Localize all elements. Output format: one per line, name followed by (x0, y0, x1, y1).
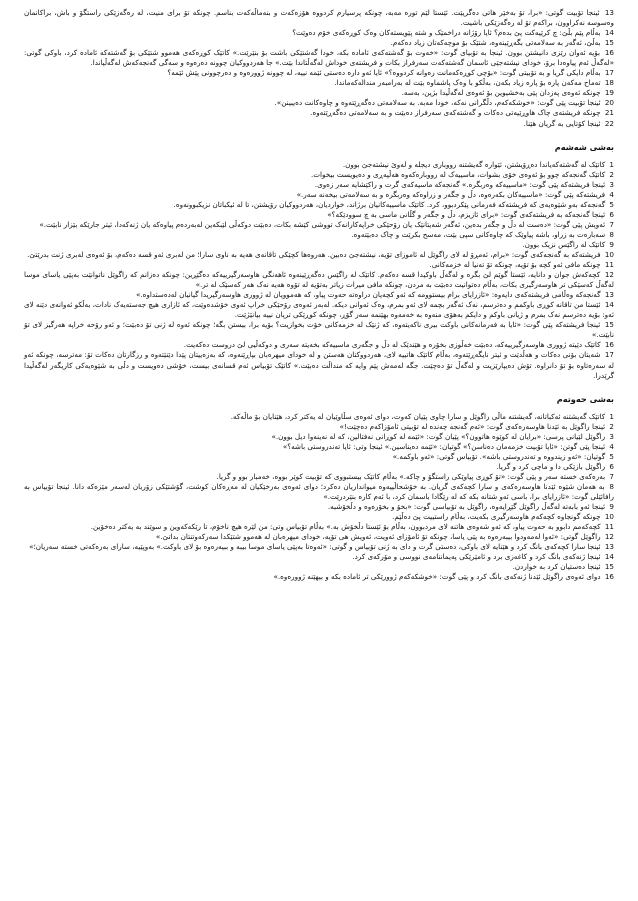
verse-paragraph (24, 472, 614, 482)
verse-text: کاتێک گەنجەکە چوو بۆ ئەوەی خۆی بشوات، ماسییەک لە رووبارەکەوە هەڵپەڕی و دەیویست بیخوات. (310, 169, 606, 179)
verse-paragraph (24, 452, 614, 462)
verse-paragraph (24, 108, 614, 118)
document-page (24, 0, 614, 888)
verse-paragraph (24, 532, 614, 542)
verse-paragraph (24, 300, 614, 320)
verse-text: کاتێک لە گەشتەکەیاندا دەڕۆیشتن، ئێوارە گەیشتنە رووباری دیجلە و لەوێ نیشتەجێ بوون. (342, 159, 606, 169)
verse-paragraph (24, 240, 614, 250)
verse-paragraph (24, 98, 614, 108)
verse-number: 8 (609, 229, 614, 239)
verse-number: 10 (604, 512, 614, 522)
section-continued (24, 8, 614, 129)
verse-text: بەڵام دایکی گریا و بە تۆبیتی گوت: «بۆچی کوڕەکەمانت رەوانە کردووە؟» ئایا ئەو دارە دەستی ئێمە نییە، لە چوونە ژوورەوە و دەرچوونی پێش ئێمە؟ (167, 68, 601, 78)
verse-text: گەنجەکە وەڵامی فریشتەکەی دایەوە: «ئازرایای برام بیستوومە کە ئەو کچەیان دراوەتە حەوت پیاو، کە هەموویان لە ژووری هاوسەرگیریدا گیانیان لەدەستداوە.» (135, 290, 601, 300)
chapter-7-heading: بەشی حەوتەم (556, 393, 614, 404)
verse-paragraph (24, 48, 614, 68)
verse-text: ئینجا دەستیان کرد بە خواردن. (512, 562, 601, 572)
verse-number: 11 (604, 522, 614, 532)
verse-paragraph (24, 88, 614, 98)
verse-number: 1 (609, 159, 614, 169)
verse-paragraph (24, 78, 614, 88)
verse-number: 15 (604, 38, 614, 48)
verse-paragraph (24, 442, 614, 452)
verse-paragraph (24, 412, 614, 422)
verse-text: بۆیە ئەوان رێزی دانیشتن بوون. ئینجا بە تۆبیای گوت: «خەوت بۆ گەشتەکەی ئامادە بکە، خودا گەشتێکی باشت بۆ بنێرێت.» کاتێک کوڕەکەی هەموو شتێکی بۆ گەشتەکە ئامادە کرد، باوکی گوتی: «لەگەڵ ئەم پیاوەدا برۆ، خودای نیشتەجێی ئاسمان گەشتەکەت سەرفراز بکات و فریشتەی خوداش لەگەڵتاندا بێت.» جا هەردووکیان چوونە دەرەوە و سەگی گەنجەکەش لەگەڵیاندا. (24, 48, 614, 68)
verse-text: بە هەمان شێوە ئێدنا هاوسەرەکەی و سارا کچەکەی گریان. بە خۆشحاڵییەوە میوانداریان دەکرد؛ دوای ئەوەی بەرخێکیان لە مەڕەکان کوشت، گۆشتێکی زۆریان لەسەر مێزەکە دانا. ئینجا تۆبیاس بە رافائێلی گوت: «ئازرایای برا، باسی ئەو شتانە بکە کە لە رێگادا باسمان کرد، با ئەم کارە بنێردرێت.» (24, 481, 614, 501)
verse-number: 11 (604, 260, 614, 270)
verse-paragraph (24, 290, 614, 300)
verse-paragraph (24, 422, 614, 432)
verse-text: چونکە گونجاوە کچەکەم هاوسەرگیری بکەیت، بەڵام راستییت پێ دەڵێم. (392, 512, 601, 522)
verse-number: 7 (609, 471, 614, 481)
verse-paragraph (24, 270, 614, 290)
verse-text: کچەکەش جوان و دانایە، ئێستا گوێم لێ بگرە و لەگەڵ باوکیدا قسە دەکەم. کاتێک لە راگێس دەگەڕێینەوە ئاهەنگی هاوسەرگیرییەکە دەگێڕین: چونکە دەزانم کە راگوێل ناتوانێت بەپێی یاسای موسا لەگەڵ کەسێکی تر هاوسەرگیری بکات، بەڵام دەتوانیت دەبێت بە مردن، چونکە مافی میرات زیاتر بەتۆیە لە تۆوە هەیە نەک هەر کەسێک لە تر.» (24, 270, 614, 290)
verse-number: 3 (609, 179, 614, 189)
verse-paragraph (24, 170, 614, 180)
verse-number: 6 (609, 209, 614, 219)
chapter-6-heading: بەشی شەشەم (554, 141, 614, 152)
verse-text: ئینجا فریشتەکە پێی گوت: «ماسییەکە وەربگرە.» گەنجەکە ماسیەکەی گرت و راکێشایە سەر زەوی. (314, 179, 606, 189)
verse-paragraph (24, 482, 614, 502)
verse-text: ئینجا فریشتەکە پێی گوت: «ئایا بە فەرمانەکانی باوکت بیری ناکەیتەوە، کە ژنێک لە خزمەکانی خۆت بخوازیت؟ بۆیە برا، بیستن بگە؛ چونکە ئەوە لە ژنی تۆ دەبێت؛ و ئەو رۆحە خراپە هەرگیز لای تۆ نابێت.» (24, 320, 614, 340)
verse-text: بەڵام پێم بڵێ: چ کرێیەکت پێ بدەم؟ ئایا رۆژانە دراخمێک و شتە پێویستەکان وەک کوڕەکەی خۆم دەوێت؟ (292, 28, 601, 38)
verse-text: راگوێل بازێکی دا و ماچی کرد و گریا. (496, 461, 606, 471)
verse-number: 16 (604, 340, 614, 350)
verse-paragraph (24, 190, 614, 200)
verse-paragraph (24, 68, 614, 78)
verse-text: کاتێک دێیتە ژووری هاوسەرگیرییەکە، دەبێت خەڵوزی بخۆرە و هێندێک لە دڵ و جگەری ماسییەکە بخەیتە سەری و دوکەڵیی لێ دروست دەکەیت. (183, 340, 601, 350)
verse-paragraph (24, 552, 614, 562)
verse-number: 18 (604, 78, 614, 88)
verse-number: 17 (604, 350, 614, 360)
verse-paragraph (24, 220, 614, 230)
verse-text: راگوێل گوتی: «ئەوا لەمەودوا بیبەرەوە بە پێی یاسا، چونکە تۆ ئامۆزای ئەویت، ئەویش هی تۆیە، خودای میهرەبان لە هەموو شتێکدا سەرکەوتنتان بداتێ.» (155, 532, 601, 542)
verse-text: شەیتان بۆنی دەکات و هەڵدێت و ئیتر نایگەڕێتەوە، بەڵام کاتێک هاتییە لای، هەردووکتان هەستن و لە خودای میهرەبان بپاڕێنەوە، کە بەزەییتان پێدا دێنێتەوە و رزگارتان دەکات تۆ: مەترسە، چونکە ئەو لە سەرەتاوە بۆ تۆ دانراوە. تۆش دەیپارێزیت و لەگەڵ تۆ دەچێت. جگە لەمەش پێم وایە کە منداڵت دەبێت.» کاتێک تۆبیاس ئەم قسانەی بیست، خۆشی دەویست و دڵی بە شێوەیەکی کاریگەر لەگەڵیدا گرێدرا. (24, 350, 614, 380)
verse-number: 12 (604, 532, 614, 542)
verse-text: ئینجا کۆتایی بە گریان هێنا. (523, 118, 601, 128)
verse-paragraph (24, 230, 614, 240)
verse-text: گەنجەکە بەو شێوەیەی کە فریشتەکە فەرمانی پێکردبوو، کرد. کاتێک ماسییەکانیان برژاند، خواردیان، هەردووکیان رۆیشتن، تا لە ئیکباتان نزیکبوونەوە. (173, 199, 606, 209)
verse-paragraph (24, 340, 614, 350)
verse-text: چونکە فریشتەی چاک هاوڕێیەتی دەکات و گەشتەکەی سەرفراز دەبێت و بە سەلامەتی دەگەڕێتەوە. (310, 108, 601, 118)
chapter-7-body (24, 412, 614, 583)
verse-text: فریشتەکە بە گەنجەکەی گوت: «برام، ئەمڕۆ لە لای راگوێل لە ئاموزای تۆیە، نیشتەجێ دەبین. هەروەها کچێکی تاقانەی هەیە بە ناوی سارا؛ من لەبری ئەو قسە دەکەم، بۆ ئەوەی لەبری ژنت بدرێتێ. (27, 249, 601, 259)
verse-number: 15 (604, 320, 615, 330)
verse-text: بەرەکەی خستە سەر و پێی گوت: «تۆ کوڕی پیاوێکی راستگۆ و چاکە.» بەڵام کاتێک بیستبووی کە تۆبیت کوێر بووە، خەمبار بوو و گریا. (216, 471, 606, 481)
verse-text: ئینجا گەنجەکە بە فریشتەکەی گوت: «برای ئازیزم، دڵ و جگەر و گڵانی ماسی بە چ سوودێکە؟» (327, 209, 606, 219)
verse-text: ئینجا راگوێل بە ئێدنا هاوسەرەکەی گوت: «ئەم گەنجە چەندە لە تۆبیتی ئامۆزاکەم دەچێت!» (339, 421, 606, 431)
verse-text: ئینجا تۆبیت پێی گوت: «خوشکەکەم، دڵگرانی نەکە، خودا مەبە. بە سەلامەتی دەگەڕێتەوە و چاوەکانت دەیبینن». (274, 98, 601, 108)
verse-number: 14 (604, 300, 614, 310)
verse-paragraph (24, 350, 614, 380)
verse-text: ئینجا سارا کچەکەی بانگ کرد و هێنایە لای باوکی، دەستی گرت و دای بە ژنی تۆبیاس و گوتی: «ئەوەتا بەپێی یاسای موسا بیبە و ببیەرەوە بۆ لای باوکت.» بەوپێیە، سارای بەرەکەتی خستە سەریان؛» (29, 542, 601, 552)
verse-paragraph (24, 432, 614, 442)
verse-paragraph (24, 28, 614, 38)
verse-number: 2 (609, 421, 614, 431)
verse-number: 9 (609, 239, 614, 249)
verse-paragraph (24, 160, 614, 170)
verse-text: سەبارەت بە زراو، باشە پیاوێک کە چاوەکانی سپی بێت، مەسح بکرێت و چاک دەبێتەوە. (351, 229, 606, 239)
verse-text: ئێستا من تاقانە کوڕی باوکمم و دەترسم، نەک ئەگەر بچمە لای ئەو بمرم، وەک ئەوانی دیکە. لەبەر ئەوەی رۆحێکی خراپ ئەوی خۆشدەوێت، کە ئازاری هیچ جەستەیەک نادات، بەڵکو ئەوانەی دێنە لای ئەو: بۆیە دەترسم نەک بمرم و ژیانی باوکم و دایکم بەهۆی منەوە بە خەمەوە بهێنمە سەر گۆڕ، چونکە کوڕێکی تریان نییە بیانێژێت. (24, 300, 614, 320)
verse-text: ئینجا پێی گوتن: «ئایا تۆبیت خزمەمان دەناسن؟» گوتیان: «ئێمە دەیناسین.» ئینجا وتی: ئایا تەندروستی باشە؟» (282, 441, 606, 451)
verse-text: راگوێل لێیانی پرسی: «برایان لە کوێوە هاتوون؟» پێیان گوت: «ئێمە لە کوڕانی نەفتالین، کە لە نەینەوا دیل بوون.» (271, 431, 606, 441)
verse-text: چونکە ئەوەی پەزدان پێی بەخشیوین بۆ ئەوەی لەگەڵیدا بژین، بەسە. (401, 88, 601, 98)
verse-paragraph (24, 210, 614, 220)
verse-paragraph (24, 542, 614, 552)
verse-text: فریشتەکە پێی گوت: «ماسییەکان بکەرەوە، دڵ و جگەر و زراوەکە وەربگرە و بە سەلامەتی بیخەنە سەر.» (296, 189, 606, 199)
verse-number: 5 (609, 199, 614, 209)
verse-text: بەڵێ، ئەگەر بە سەلامەتی بگەڕێینەوە، شتێک بۆ موچەکەتان زیاد دەکەم. (390, 38, 601, 48)
verse-number: 16 (604, 48, 614, 58)
verse-paragraph (24, 260, 614, 270)
verse-number: 12 (604, 270, 614, 280)
verse-number: 3 (609, 431, 614, 441)
verse-paragraph (24, 320, 614, 340)
verse-number: 6 (609, 461, 614, 471)
verse-paragraph (24, 8, 614, 28)
verse-paragraph (24, 250, 614, 260)
verse-text: ئەویش پێی گوت: «دەست لە دڵ و جگەر بدەین، ئەگەر شەیتانێک یان رۆحێکی خراپەکارانەک تووشی کێشە بکات، دەبێت دوکەڵی لێبکەین لەبەردەم پیاوەکە یان ژنەکەدا، ئیتر جارێکە بێزار نابێت.» (39, 219, 606, 229)
verse-text: ئینجا ئەو بابەتە لەگەڵ راگوێل گێڕایەوە، راگوێل بە تۆبیاسی گوت: «بخۆ و بخۆرەوە و دڵخۆشبە. (327, 502, 606, 512)
verse-number: 8 (609, 481, 614, 491)
verse-number: 19 (604, 88, 614, 98)
verse-number: 22 (604, 118, 614, 128)
verse-number: 1 (609, 411, 614, 421)
verse-paragraph (24, 200, 614, 210)
verse-paragraph (24, 502, 614, 512)
verse-number: 7 (609, 219, 614, 229)
verse-number: 13 (604, 8, 614, 17)
verse-number: 17 (604, 68, 614, 78)
verse-number: 2 (609, 169, 614, 179)
verse-number: 13 (604, 542, 614, 552)
verse-number: 14 (604, 28, 614, 38)
verse-paragraph (24, 512, 614, 522)
verse-number: 10 (604, 249, 614, 259)
verse-paragraph (24, 462, 614, 472)
verse-paragraph (24, 572, 614, 582)
verse-text: چونکە مافی ئەو کچە بۆ تۆیە، چونکە تۆ تەنیا لە خزمەکانی. (429, 260, 601, 270)
verse-number: 15 (604, 562, 614, 572)
verse-paragraph (24, 562, 614, 572)
verse-text: کچەکەمم دابوو بە حەوت پیاو، کە ئەو شەوەی هاتنە لای مردبوون، بەڵام بۆ ئێستا دڵخۆش بە.» بەڵام تۆبیاس وتی: من لێرە هیچ ناخۆم، تا رێکەکەوین و سوێند بە یەکتر دەخۆین. (90, 522, 601, 532)
verse-number: 5 (609, 451, 614, 461)
verse-number: 21 (604, 108, 614, 118)
verse-paragraph (24, 38, 614, 48)
verse-number: 14 (604, 552, 614, 562)
verse-text: گوتیان: «ئەو زیندووە و تەندروستی باشە». تۆبیاس گوتی: «ئەو باوکمە.» (392, 451, 606, 461)
verse-paragraph (24, 119, 614, 129)
verse-number: 9 (609, 502, 614, 512)
verse-number: 4 (609, 189, 614, 199)
verse-paragraph (24, 522, 614, 532)
verse-text: دوای ئەوەی راگوێل ئێدنا ژنەکەی بانگ کرد و پێی گوت: «خوشکەکەم ژوورێکی تر ئامادە بکە و بیهێنە ژوورەوە.» (273, 572, 601, 582)
verse-text: کاتێک گەیشتنە ئەکباتانە، گەیشتنە ماڵی راگوێل و سارا چاوی پێیان کەوت، دوای ئەوەی سڵاوێیان لە یەکتر کرد، هێنایان بۆ ماڵەکە. (230, 411, 606, 421)
verse-text: کاتێک لە راگێس نزیک بوون. (522, 239, 606, 249)
verse-paragraph (24, 180, 614, 190)
verse-number: 13 (604, 290, 614, 300)
verse-number: 20 (604, 98, 614, 108)
verse-number: 4 (609, 441, 614, 451)
verse-text: تەماح مەکەن پارە بۆ پارە زیاد بکەن، بەڵکو با وەک پاشماوە بێت لە بەرامبەر مندالەکەماندا. (334, 78, 601, 88)
chapter-6-body (24, 160, 614, 381)
verse-text: ئینجا ژنەکەی بانگ کرد و کاغەزی برد و ئامێرێکی پەیماننامەی نووسی و مۆرکەی کرد. (352, 552, 601, 562)
verse-number: 16 (604, 572, 614, 582)
verse-text: ئینجا تۆبیت گوتی: «برا، تۆ بەخێر هاتی دەگریێت. ئێستا لێم تورە مەبە، چونکە پرسیارم کردووە هۆزەکەت و بنەماڵەکەت بناسم. چونکە تۆ برای منیت، لە رەگەزێکی راستگۆ و باش، براکانمان وەسوسە نەکراوون، براکەم تۆ لە رەگەزێکی باشیت. (24, 8, 614, 28)
